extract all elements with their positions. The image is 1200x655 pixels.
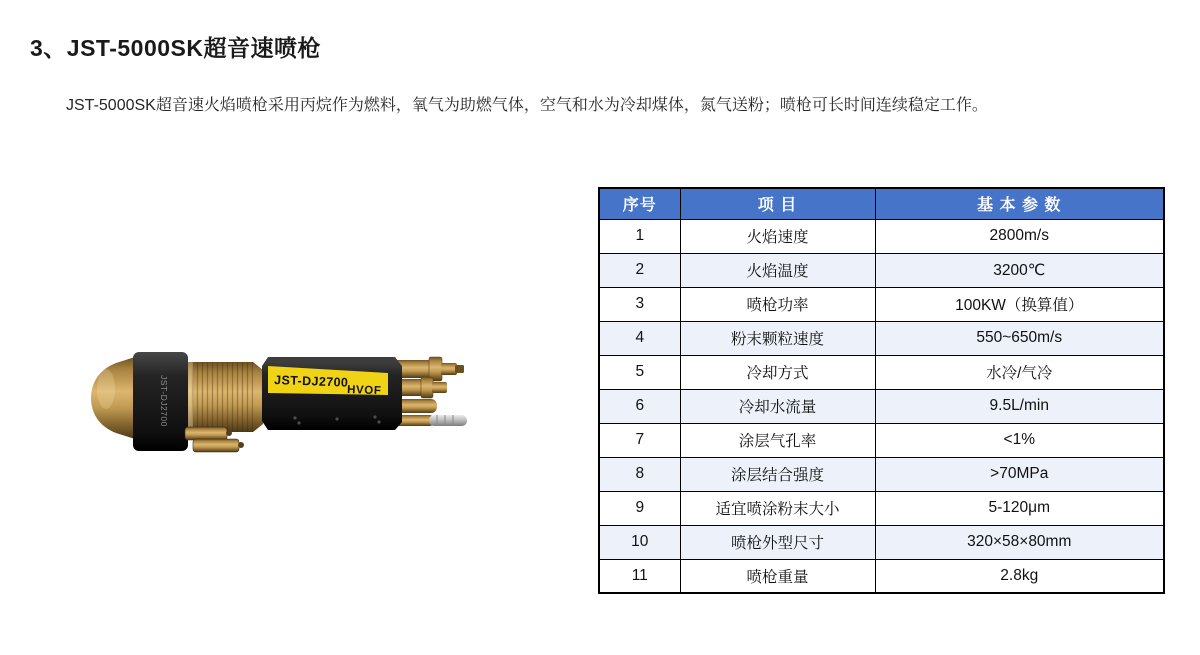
param-cell: 550~650m/s <box>875 321 1164 355</box>
spec-table-header-row <box>599 188 1164 219</box>
gun-nozzle <box>91 357 135 439</box>
gun-body <box>262 357 402 430</box>
param-cell: 2800m/s <box>875 219 1164 253</box>
row-index-cell: 8 <box>599 457 680 491</box>
col-header-item: 项 目 <box>680 188 875 219</box>
row-index-cell: 1 <box>599 219 680 253</box>
param-cell: 5-120μm <box>875 491 1164 525</box>
param-cell: >70MPa <box>875 457 1164 491</box>
item-cell: 冷却方式 <box>680 355 875 389</box>
param-cell: 2.8kg <box>875 559 1164 593</box>
table-row <box>599 219 1164 253</box>
spec-table-body <box>599 219 1164 593</box>
product-description: JST-5000SK超音速火焰喷枪采用丙烷作为燃料，氧气为助燃气体，空气和水为冷却煤体，氮气送粉；喷枪可长时间连续稳定工作。 <box>66 97 988 114</box>
gun-barrel <box>185 362 263 452</box>
item-cell: 火焰速度 <box>680 219 875 253</box>
table-row <box>599 389 1164 423</box>
row-index-cell: 10 <box>599 525 680 559</box>
row-index-cell: 11 <box>599 559 680 593</box>
product-photo <box>85 343 480 458</box>
param-cell: 水冷/气冷 <box>875 355 1164 389</box>
item-cell: 火焰温度 <box>680 253 875 287</box>
param-cell: <1% <box>875 423 1164 457</box>
table-row <box>599 321 1164 355</box>
spec-table-container <box>598 187 1165 594</box>
spec-table <box>598 187 1165 594</box>
col-header-params: 基 本 参 数 <box>875 188 1164 219</box>
table-row <box>599 287 1164 321</box>
col-header-index: 序号 <box>599 188 680 219</box>
row-index-cell: 7 <box>599 423 680 457</box>
row-index-cell: 3 <box>599 287 680 321</box>
gun-label-model-text: JST-DJ2700 <box>273 373 349 390</box>
table-row <box>599 491 1164 525</box>
table-row <box>599 423 1164 457</box>
page-title: 3、JST-5000SK超音速喷枪 <box>30 35 321 61</box>
item-cell: 适宜喷涂粉末大小 <box>680 491 875 525</box>
gun-label-type-text: HVOF <box>346 384 382 398</box>
param-cell: 3200℃ <box>875 253 1164 287</box>
row-index-cell: 5 <box>599 355 680 389</box>
item-cell: 涂层气孔率 <box>680 423 875 457</box>
item-cell: 涂层结合强度 <box>680 457 875 491</box>
item-cell: 冷却水流量 <box>680 389 875 423</box>
item-cell: 喷枪外型尺寸 <box>680 525 875 559</box>
table-row <box>599 525 1164 559</box>
gun-block <box>133 352 188 451</box>
row-index-cell: 9 <box>599 491 680 525</box>
param-cell: 320×58×80mm <box>875 525 1164 559</box>
item-cell: 喷枪功率 <box>680 287 875 321</box>
param-cell: 9.5L/min <box>875 389 1164 423</box>
item-cell: 喷枪重量 <box>680 559 875 593</box>
table-row <box>599 559 1164 593</box>
gun-engraving-text: JST-DJ2700 <box>159 375 169 427</box>
spray-gun-image <box>85 343 480 458</box>
row-index-cell: 2 <box>599 253 680 287</box>
param-cell: 100KW（换算值） <box>875 287 1164 321</box>
row-index-cell: 4 <box>599 321 680 355</box>
gun-hose-fittings <box>393 357 467 426</box>
table-row <box>599 253 1164 287</box>
table-row <box>599 355 1164 389</box>
row-index-cell: 6 <box>599 389 680 423</box>
item-cell: 粉末颗粒速度 <box>680 321 875 355</box>
table-row <box>599 457 1164 491</box>
